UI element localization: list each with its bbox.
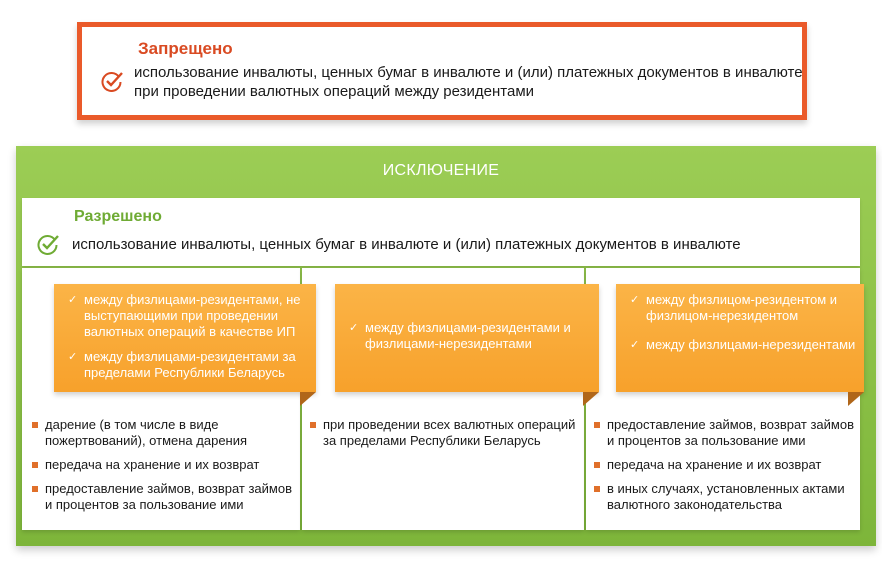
- check-icon: ✓: [630, 339, 640, 351]
- forbidden-box: [77, 22, 807, 120]
- check-icon: ✓: [349, 322, 359, 334]
- condition-box-3: [616, 284, 864, 392]
- allowed-title: Разрешено: [74, 208, 162, 225]
- condition-item: ✓ между физлицами-нерезидентами: [630, 337, 856, 352]
- condition-item: ✓ между физлицами-резидентами, не выступающими при проведении валютных операций в качестве ИП: [68, 292, 301, 339]
- fold-corner: [583, 392, 599, 406]
- condition-box-1: [54, 284, 316, 392]
- fold-corner: [848, 392, 864, 406]
- bullet-icon: [310, 422, 316, 428]
- list-item: передача на хранение и их возврат: [607, 457, 857, 473]
- forbidden-title: Запрещено: [138, 39, 233, 58]
- check-circle-icon: [36, 232, 60, 256]
- bullet-icon: [594, 486, 600, 492]
- condition-item: ✓ между физлицом-резидентом и физлицом-нерезидентом: [630, 292, 838, 323]
- check-icon: ✓: [630, 294, 640, 306]
- check-circle-icon: [100, 69, 124, 93]
- condition-item: ✓ между физлицами-резидентами и физлицами-нерезидентами: [349, 320, 571, 351]
- list-item: в иных случаях, установленных актами валютного законодательства: [607, 481, 857, 513]
- fold-corner: [300, 392, 316, 406]
- bullet-icon: [32, 486, 38, 492]
- bullet-icon: [594, 422, 600, 428]
- condition-box-2: [335, 284, 599, 392]
- bullet-icon: [594, 462, 600, 468]
- list-item: предоставление займов, возврат займов и процентов за пользование ими: [45, 481, 293, 513]
- list-item: дарение (в том числе в виде пожертвований), отмена дарения: [45, 417, 285, 449]
- condition-item: ✓ между физлицами-резидентами за пределами Республики Беларусь: [68, 349, 296, 380]
- allowed-box: [22, 198, 860, 266]
- bullet-icon: [32, 422, 38, 428]
- list-item: предоставление займов, возврат займов и процентов за пользование ими: [607, 417, 857, 449]
- list-item: при проведении всех валютных операций за пределами Республики Беларусь: [323, 417, 579, 449]
- exception-title: ИСКЛЮЧЕНИЕ: [382, 162, 500, 179]
- check-icon: ✓: [68, 294, 78, 306]
- bullet-icon: [32, 462, 38, 468]
- list-item: передача на хранение и их возврат: [45, 457, 285, 473]
- forbidden-text: использование инвалюты, ценных бумаг в инвалюте и (или) платежных документов в инвалюте при проведении валютных операций между резидентами: [134, 64, 803, 100]
- allowed-text: использование инвалюты, ценных бумаг в инвалюте и (или) платежных документов в инвалюте: [72, 236, 741, 253]
- check-icon: ✓: [68, 351, 78, 363]
